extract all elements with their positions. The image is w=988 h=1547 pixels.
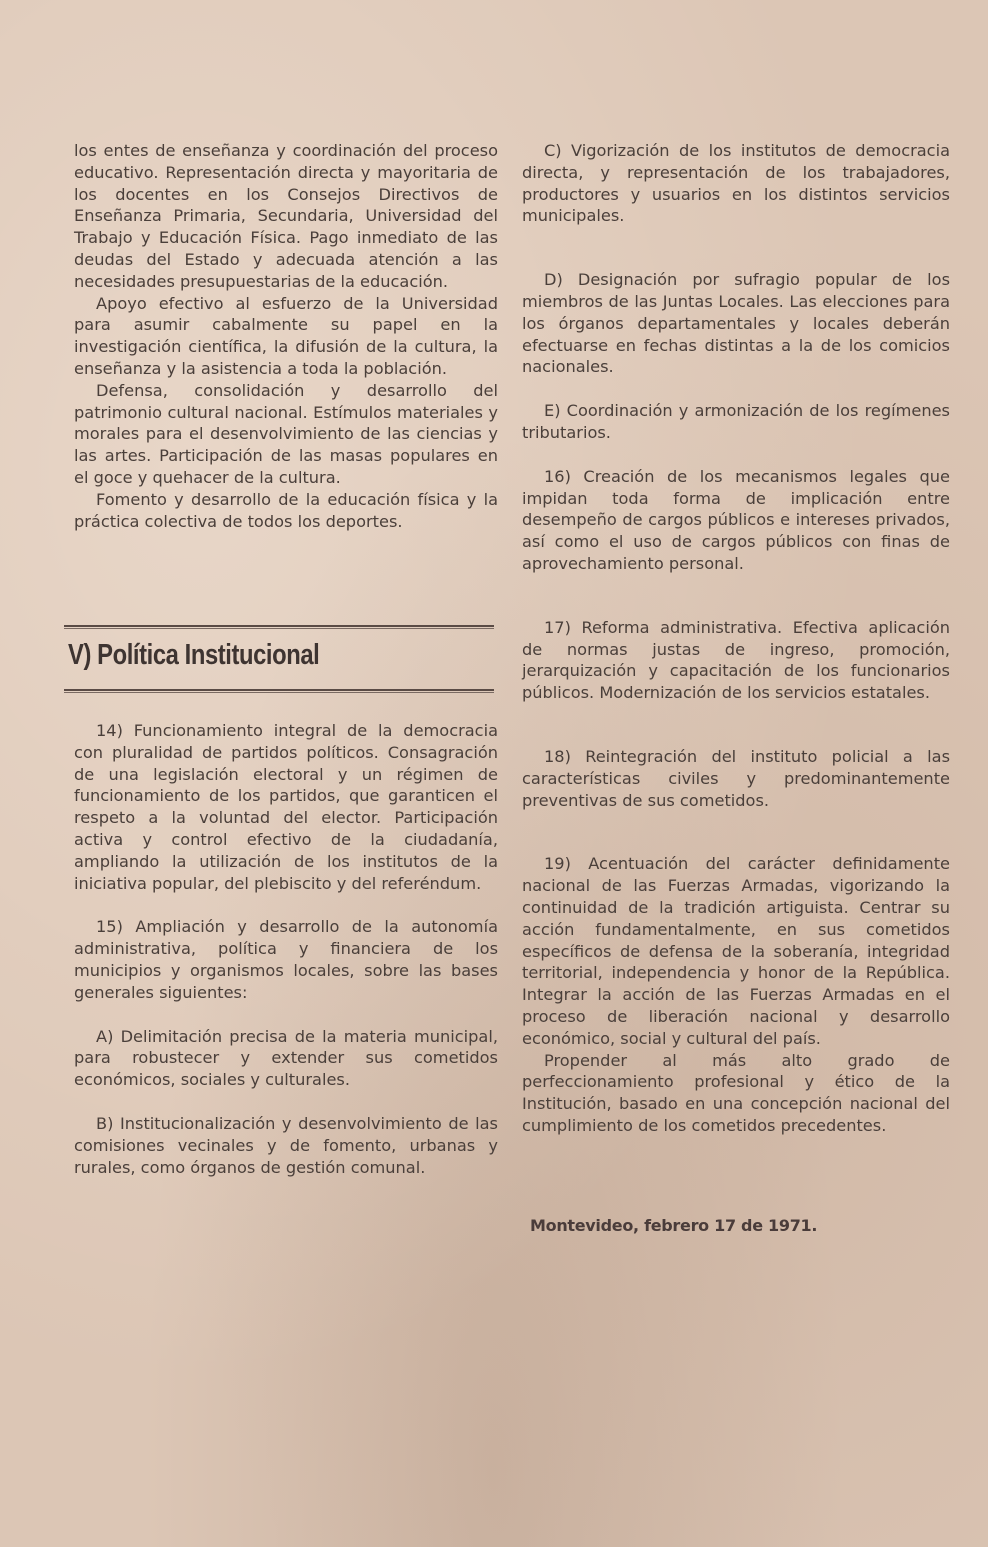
item-19: 19) Acentuación del carácter definidamente nacional de las Fuerzas Armadas, vigorizando la continuidad de la tradición artiguista. Centrar su acción fundamentalmente, en sus cometidos específicos de defensa de la soberanía, integridad territorial, independencia y honor de la República. Integrar la acción de las Fuerzas Armadas en el proceso de liberación nacional y desarrollo económico, social y cultural del país. [522,854,950,1048]
item-15-c: C) Vigorización de los institutos de democracia directa, y representación de los trabajadores, productores y usuarios en los distintos servicios municipales. [522,141,950,226]
item-16: 16) Creación de los mecanismos legales que impidan toda forma de implicación entre desempeño de cargos públicos e intereses privados, así como el uso de cargos públicos con finas de aprovechamiento personal. [522,466,950,573]
item-14: 14) Funcionamiento integral de la democracia con pluralidad de partidos políticos. Consagración de una legislación electoral y un régimen de funcionamiento de los partidos, que garanticen el respeto a la voluntad del elector. Participación activa y control efectivo de la ciudadanía, ampliando la utilización de los institutos de la iniciativa popular, del plebiscito y del referéndum. [74,721,498,893]
paragraph-education: los entes de enseñanza y coordinación del proceso educativo. Representación directa y mayoritaria de los docentes en los Consejos Directivos de Enseñanza Primaria, Secundaria, Universidad del Trabajo y Educación Física. Pago inmediato de las deudas del Estado y adecuada atención a las necesidades presupuestarias de la educación. [74,141,498,291]
divider-top [64,625,494,629]
paragraph-university: Apoyo efectivo al esfuerzo de la Universidad para asumir cabalmente su papel en la investigación científica, la difusión de la cultura, la enseñanza y la asistencia a toda la población. [74,293,498,378]
paragraph-culture: Defensa, consolidación y desarrollo del patrimonio cultural nacional. Estímulos materiales y morales para el desenvolvimiento de las ciencias y las artes. Participación de las masas populares en el goce y quehacer de la cultura. [74,380,498,487]
item-15-d: D) Designación por sufragio popular de los miembros de las Juntas Locales. Las elecciones para los órganos departamentales y locales deberán efectuarse en fechas distintas a la de los comicios nacionales. [522,270,950,377]
item-15-a: A) Delimitación precisa de la materia municipal, para robustecer y extender sus cometidos económicos, sociales y culturales. [74,1026,498,1090]
item-19-continued: Propender al más alto grado de perfeccionamiento profesional y ético de la Institución, basado en una concepción nacional del cumplimiento de los cometidos precedentes. [522,1050,950,1135]
item-17: 17) Reforma administrativa. Efectiva aplicación de normas justas de ingreso, promoción, jerarquización y capacitación de los funcionarios públicos. Modernización de los servicios estatales. [522,617,950,703]
section-header [64,625,494,695]
left-lower-column [74,720,498,1178]
divider-bottom [64,689,494,693]
item-15: 15) Ampliación y desarrollo de la autonomía administrativa, política y financiera de los municipios y organismos locales, sobre las bases generales siguientes: [74,917,498,1002]
item-15-b: B) Institucionalización y desenvolvimiento de las comisiones vecinales y de fomento, urbanas y rurales, como órganos de gestión comunal. [74,1113,498,1177]
date-signature: Montevideo, febrero 17 de 1971. [530,1216,818,1235]
right-column [522,140,950,1137]
paragraph-sports: Fomento y desarrollo de la educación física y la práctica colectiva de todos los deportes. [74,489,498,531]
item-15-e: E) Coordinación y armonización de los regímenes tributarios. [522,401,950,442]
item-18: 18) Reintegración del instituto policial a las características civiles y predominantemente preventivas de sus cometidos. [522,746,950,810]
left-column [74,140,498,532]
section-title: V) Política Institucional [68,639,320,671]
